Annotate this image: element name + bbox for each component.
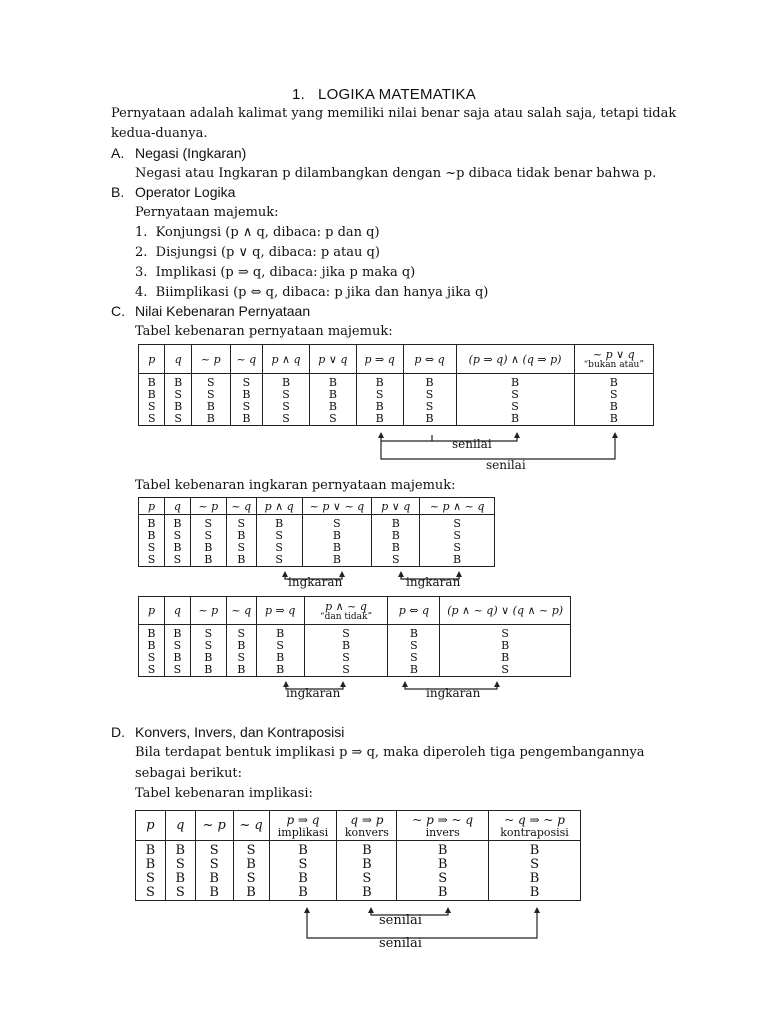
- table-cell: B: [256, 625, 304, 641]
- table-cell: S: [337, 872, 397, 886]
- table-cell: B: [226, 554, 256, 567]
- table-cell: B: [190, 652, 226, 664]
- table-cell: B: [164, 515, 190, 531]
- column-header: ~ p ∧ ~ q: [420, 498, 495, 515]
- table-cell: B: [397, 841, 489, 859]
- column-header: ~ q: [226, 498, 256, 515]
- table-cell: S: [165, 886, 195, 901]
- table-cell: S: [256, 554, 302, 567]
- section-d-text-2: sebagai berikut:: [135, 766, 243, 781]
- column-header: p ∨ q: [309, 345, 356, 374]
- intro-text-2: kedua-duanya.: [111, 126, 208, 141]
- table-caption: Tabel kebenaran ingkaran pernyataan majemuk:: [135, 478, 456, 493]
- table-cell: S: [165, 389, 191, 401]
- table-cell: S: [440, 664, 571, 677]
- table-cell: B: [309, 401, 356, 413]
- table-cell: S: [191, 389, 230, 401]
- column-header: ~ q: [226, 597, 256, 625]
- table-cell: S: [226, 652, 256, 664]
- table-cell: B: [190, 664, 226, 677]
- table-cell: S: [139, 652, 165, 664]
- table-cell: B: [356, 374, 403, 390]
- section-title: Konvers, Invers, dan Kontraposisi: [135, 724, 345, 740]
- relation-label: ingkaran: [406, 575, 461, 589]
- table-cell: S: [489, 858, 581, 872]
- column-header: [337, 811, 397, 841]
- table-cell: S: [256, 640, 304, 652]
- table-cell: S: [139, 664, 165, 677]
- header-main: p ∧ ~ q: [325, 599, 367, 613]
- table-cell: S: [226, 515, 256, 531]
- table-cell: B: [489, 872, 581, 886]
- relation-label: senilai: [486, 458, 526, 472]
- column-header: ~ p ∨ ~ q: [302, 498, 372, 515]
- table-caption: Tabel kebenaran implikasi:: [135, 786, 313, 801]
- table-cell: B: [372, 530, 420, 542]
- table-row: [139, 401, 654, 413]
- table-cell: B: [226, 640, 256, 652]
- table-cell: B: [403, 413, 456, 426]
- table-cell: S: [139, 413, 165, 426]
- column-header: p: [139, 345, 165, 374]
- header-sub: implikasi: [277, 825, 329, 839]
- table-cell: S: [195, 858, 233, 872]
- senilai-arrow: [381, 435, 615, 459]
- table-cell: B: [304, 640, 388, 652]
- relation-label: ingkaran: [286, 686, 341, 700]
- table-cell: B: [337, 886, 397, 901]
- column-header: (p ⇒ q) ∧ (q ⇒ p): [456, 345, 574, 374]
- table-cell: B: [139, 374, 165, 390]
- table-cell: B: [356, 413, 403, 426]
- header-main: p ⇒ q: [286, 812, 320, 827]
- section-title: Nilai Kebenaran Pernyataan: [135, 303, 311, 319]
- table-cell: B: [164, 542, 190, 554]
- header-sub: “bukan atau”: [583, 360, 644, 370]
- table-cell: B: [256, 652, 304, 664]
- table-cell: B: [489, 886, 581, 901]
- table-cell: B: [233, 858, 269, 872]
- page-title: 1. LOGIKA MATEMATIKA: [292, 86, 476, 103]
- table-cell: B: [139, 389, 165, 401]
- column-header: p ⇒ q: [256, 597, 304, 625]
- column-header: [269, 811, 337, 841]
- table-cell: B: [164, 625, 190, 641]
- table-cell: S: [269, 858, 337, 872]
- table-cell: S: [403, 401, 456, 413]
- table-row: [139, 515, 495, 531]
- table-cell: B: [136, 841, 166, 859]
- table-cell: B: [456, 374, 574, 390]
- column-header: p: [139, 597, 165, 625]
- section-title: Negasi (Ingkaran): [135, 145, 247, 161]
- table-cell: B: [388, 664, 440, 677]
- table-cell: S: [309, 413, 356, 426]
- table-cell: S: [388, 652, 440, 664]
- section-letter: B.: [111, 184, 125, 200]
- table-caption: Tabel kebenaran pernyataan majemuk:: [135, 324, 393, 339]
- table-row: [139, 374, 654, 390]
- senilai-arrow: [307, 910, 537, 938]
- table-row: [139, 413, 654, 426]
- list-item: 2. Disjungsi (p ∨ q, dibaca: p atau q): [135, 245, 380, 260]
- table-cell: B: [256, 664, 304, 677]
- column-header: p ∧ q: [256, 498, 302, 515]
- table-cell: S: [136, 872, 166, 886]
- header-sub: invers: [425, 825, 460, 839]
- table-cell: B: [165, 374, 191, 390]
- table-cell: B: [388, 625, 440, 641]
- table-cell: B: [195, 886, 233, 901]
- table-cell: S: [420, 542, 495, 554]
- column-header: [489, 811, 581, 841]
- table-cell: B: [440, 640, 571, 652]
- list-item: 3. Implikasi (p ⇒ q, dibaca: jika p maka q): [135, 265, 416, 280]
- table-cell: B: [302, 554, 372, 567]
- relation-label: ingkaran: [288, 575, 343, 589]
- column-header: p: [136, 811, 166, 841]
- table-cell: B: [139, 625, 165, 641]
- column-header: (p ∧ ~ q) ∨ (q ∧ ~ p): [440, 597, 571, 625]
- header-sub: konvers: [344, 825, 389, 839]
- table-cell: B: [489, 841, 581, 859]
- table-cell: S: [190, 625, 226, 641]
- table-cell: S: [420, 515, 495, 531]
- column-header: ~ p: [190, 597, 226, 625]
- table-cell: B: [372, 515, 420, 531]
- column-header: p ⇒ q: [356, 345, 403, 374]
- table-cell: S: [233, 841, 269, 859]
- relation-label: senilai: [379, 936, 422, 951]
- table-cell: B: [269, 872, 337, 886]
- table-cell: S: [195, 841, 233, 859]
- table-cell: S: [233, 872, 269, 886]
- table-cell: S: [165, 413, 191, 426]
- table-cell: B: [440, 652, 571, 664]
- table-cell: B: [574, 401, 653, 413]
- table-row: [139, 389, 654, 401]
- list-item: 1. Konjungsi (p ∧ q, dibaca: p dan q): [135, 225, 380, 240]
- column-header: p ∧ q: [263, 345, 310, 374]
- table-cell: S: [304, 652, 388, 664]
- column-header: [397, 811, 489, 841]
- section-letter: D.: [111, 724, 125, 740]
- table-cell: B: [195, 872, 233, 886]
- table-cell: S: [574, 389, 653, 401]
- table-row: [139, 664, 571, 677]
- table-cell: B: [420, 554, 495, 567]
- table-cell: S: [456, 401, 574, 413]
- header-main: ~ q ⇒ ~ p: [504, 812, 565, 827]
- table-body: [139, 374, 654, 426]
- table-cell: S: [256, 542, 302, 554]
- header-sub: kontraposisi: [500, 825, 569, 839]
- table-cell: S: [164, 664, 190, 677]
- table-cell: S: [256, 530, 302, 542]
- table-body: [139, 625, 571, 677]
- table-row: [139, 542, 495, 554]
- truth-table-compound: [138, 344, 654, 426]
- table-cell: S: [397, 872, 489, 886]
- table-cell: B: [139, 530, 165, 542]
- table-cell: B: [164, 652, 190, 664]
- table-cell: B: [574, 413, 653, 426]
- table-cell: B: [226, 530, 256, 542]
- table-cell: B: [397, 858, 489, 872]
- table-cell: B: [233, 886, 269, 901]
- table-cell: B: [139, 515, 165, 531]
- table-row: [136, 858, 581, 872]
- column-header: ~ p: [195, 811, 233, 841]
- table-cell: S: [164, 530, 190, 542]
- table-cell: S: [139, 542, 165, 554]
- table-cell: S: [420, 530, 495, 542]
- table-cell: S: [263, 389, 310, 401]
- section-title: Operator Logika: [135, 184, 236, 200]
- relation-label: senilai: [452, 437, 492, 451]
- table-cell: B: [356, 401, 403, 413]
- table-cell: B: [309, 374, 356, 390]
- table-row: [136, 841, 581, 859]
- section-a-text: Negasi atau Ingkaran p dilambangkan dengan ~p dibaca tidak benar bahwa p.: [135, 166, 657, 181]
- table-cell: B: [226, 664, 256, 677]
- table-cell: B: [574, 374, 653, 390]
- table-cell: S: [456, 389, 574, 401]
- table-cell: S: [304, 664, 388, 677]
- truth-table-negation-2: [138, 596, 571, 677]
- table-cell: B: [165, 401, 191, 413]
- section-d-text: Bila terdapat bentuk implikasi p ⇒ q, maka diperoleh tiga pengembangannya: [135, 745, 645, 760]
- table-cell: S: [139, 401, 165, 413]
- table-cell: B: [263, 374, 310, 390]
- table-cell: B: [190, 542, 226, 554]
- truth-table-negation: [138, 497, 495, 567]
- table-cell: S: [164, 554, 190, 567]
- table-cell: B: [302, 542, 372, 554]
- relation-label: senilai: [379, 913, 422, 928]
- header-main: ~ p ∨ q: [592, 348, 635, 361]
- relation-label: ingkaran: [426, 686, 481, 700]
- column-header: ~ q: [230, 345, 263, 374]
- table-cell: B: [337, 841, 397, 859]
- table-cell: B: [191, 413, 230, 426]
- table-cell: B: [397, 886, 489, 901]
- table-cell: S: [164, 640, 190, 652]
- table-cell: S: [403, 389, 456, 401]
- table-cell: S: [304, 625, 388, 641]
- column-header: p ⇔ q: [403, 345, 456, 374]
- table-cell: S: [263, 401, 310, 413]
- section-a-heading: [111, 145, 246, 161]
- table-body: [139, 515, 495, 567]
- table-cell: B: [230, 413, 263, 426]
- header-main: ~ p ⇒ ~ q: [412, 812, 474, 827]
- table-cell: S: [190, 640, 226, 652]
- column-header: ~ q: [233, 811, 269, 841]
- table-cell: S: [230, 401, 263, 413]
- table-cell: B: [302, 530, 372, 542]
- table-cell: B: [230, 389, 263, 401]
- table-cell: S: [230, 374, 263, 390]
- table-cell: S: [136, 886, 166, 901]
- table-row: [136, 872, 581, 886]
- section-b-heading: [111, 184, 235, 200]
- table-cell: S: [191, 374, 230, 390]
- table-row: [139, 625, 571, 641]
- table-cell: B: [337, 858, 397, 872]
- column-header: q: [165, 345, 191, 374]
- section-b-intro: Pernyataan majemuk:: [135, 205, 279, 220]
- truth-table-implication: [135, 810, 581, 901]
- column-header: p ∨ q: [372, 498, 420, 515]
- table-cell: B: [309, 389, 356, 401]
- section-d-heading: [111, 724, 344, 740]
- header-sub: “dan tidak”: [319, 611, 373, 622]
- senilai-arrow: [381, 435, 517, 441]
- table-row: [136, 886, 581, 901]
- column-header: q: [164, 597, 190, 625]
- table-cell: B: [456, 413, 574, 426]
- table-cell: B: [191, 401, 230, 413]
- table-cell: B: [139, 640, 165, 652]
- table-row: [139, 554, 495, 567]
- table-cell: S: [302, 515, 372, 531]
- column-header: q: [164, 498, 190, 515]
- table-cell: B: [372, 542, 420, 554]
- table-cell: S: [440, 625, 571, 641]
- table-cell: S: [190, 515, 226, 531]
- table-cell: S: [356, 389, 403, 401]
- column-header: p ⇔ q: [388, 597, 440, 625]
- column-header: ~ p: [190, 498, 226, 515]
- table-cell: B: [403, 374, 456, 390]
- column-header: p: [139, 498, 165, 515]
- table-row: [139, 530, 495, 542]
- column-header: [574, 345, 653, 374]
- table-cell: S: [388, 640, 440, 652]
- table-cell: B: [190, 554, 226, 567]
- list-item: 4. Biimplikasi (p ⇔ q, dibaca: p jika dan hanya jika q): [135, 285, 489, 300]
- column-header: q: [165, 811, 195, 841]
- table-body: [136, 841, 581, 901]
- table-cell: B: [165, 841, 195, 859]
- table-cell: S: [263, 413, 310, 426]
- table-cell: B: [256, 515, 302, 531]
- section-letter: A.: [111, 145, 125, 161]
- table-cell: S: [190, 530, 226, 542]
- table-cell: B: [269, 841, 337, 859]
- table-cell: S: [165, 858, 195, 872]
- intro-text: Pernyataan adalah kalimat yang memiliki nilai benar saja atau salah saja, tetapi tidak: [111, 106, 677, 121]
- header-main: q ⇒ p: [350, 812, 384, 827]
- section-c-heading: [111, 303, 310, 319]
- section-letter: C.: [111, 303, 125, 319]
- table-cell: S: [139, 554, 165, 567]
- table-cell: B: [165, 872, 195, 886]
- table-cell: S: [226, 542, 256, 554]
- table-cell: B: [269, 886, 337, 901]
- column-header: [304, 597, 388, 625]
- table-cell: S: [372, 554, 420, 567]
- column-header: ~ p: [191, 345, 230, 374]
- table-cell: B: [136, 858, 166, 872]
- table-cell: S: [226, 625, 256, 641]
